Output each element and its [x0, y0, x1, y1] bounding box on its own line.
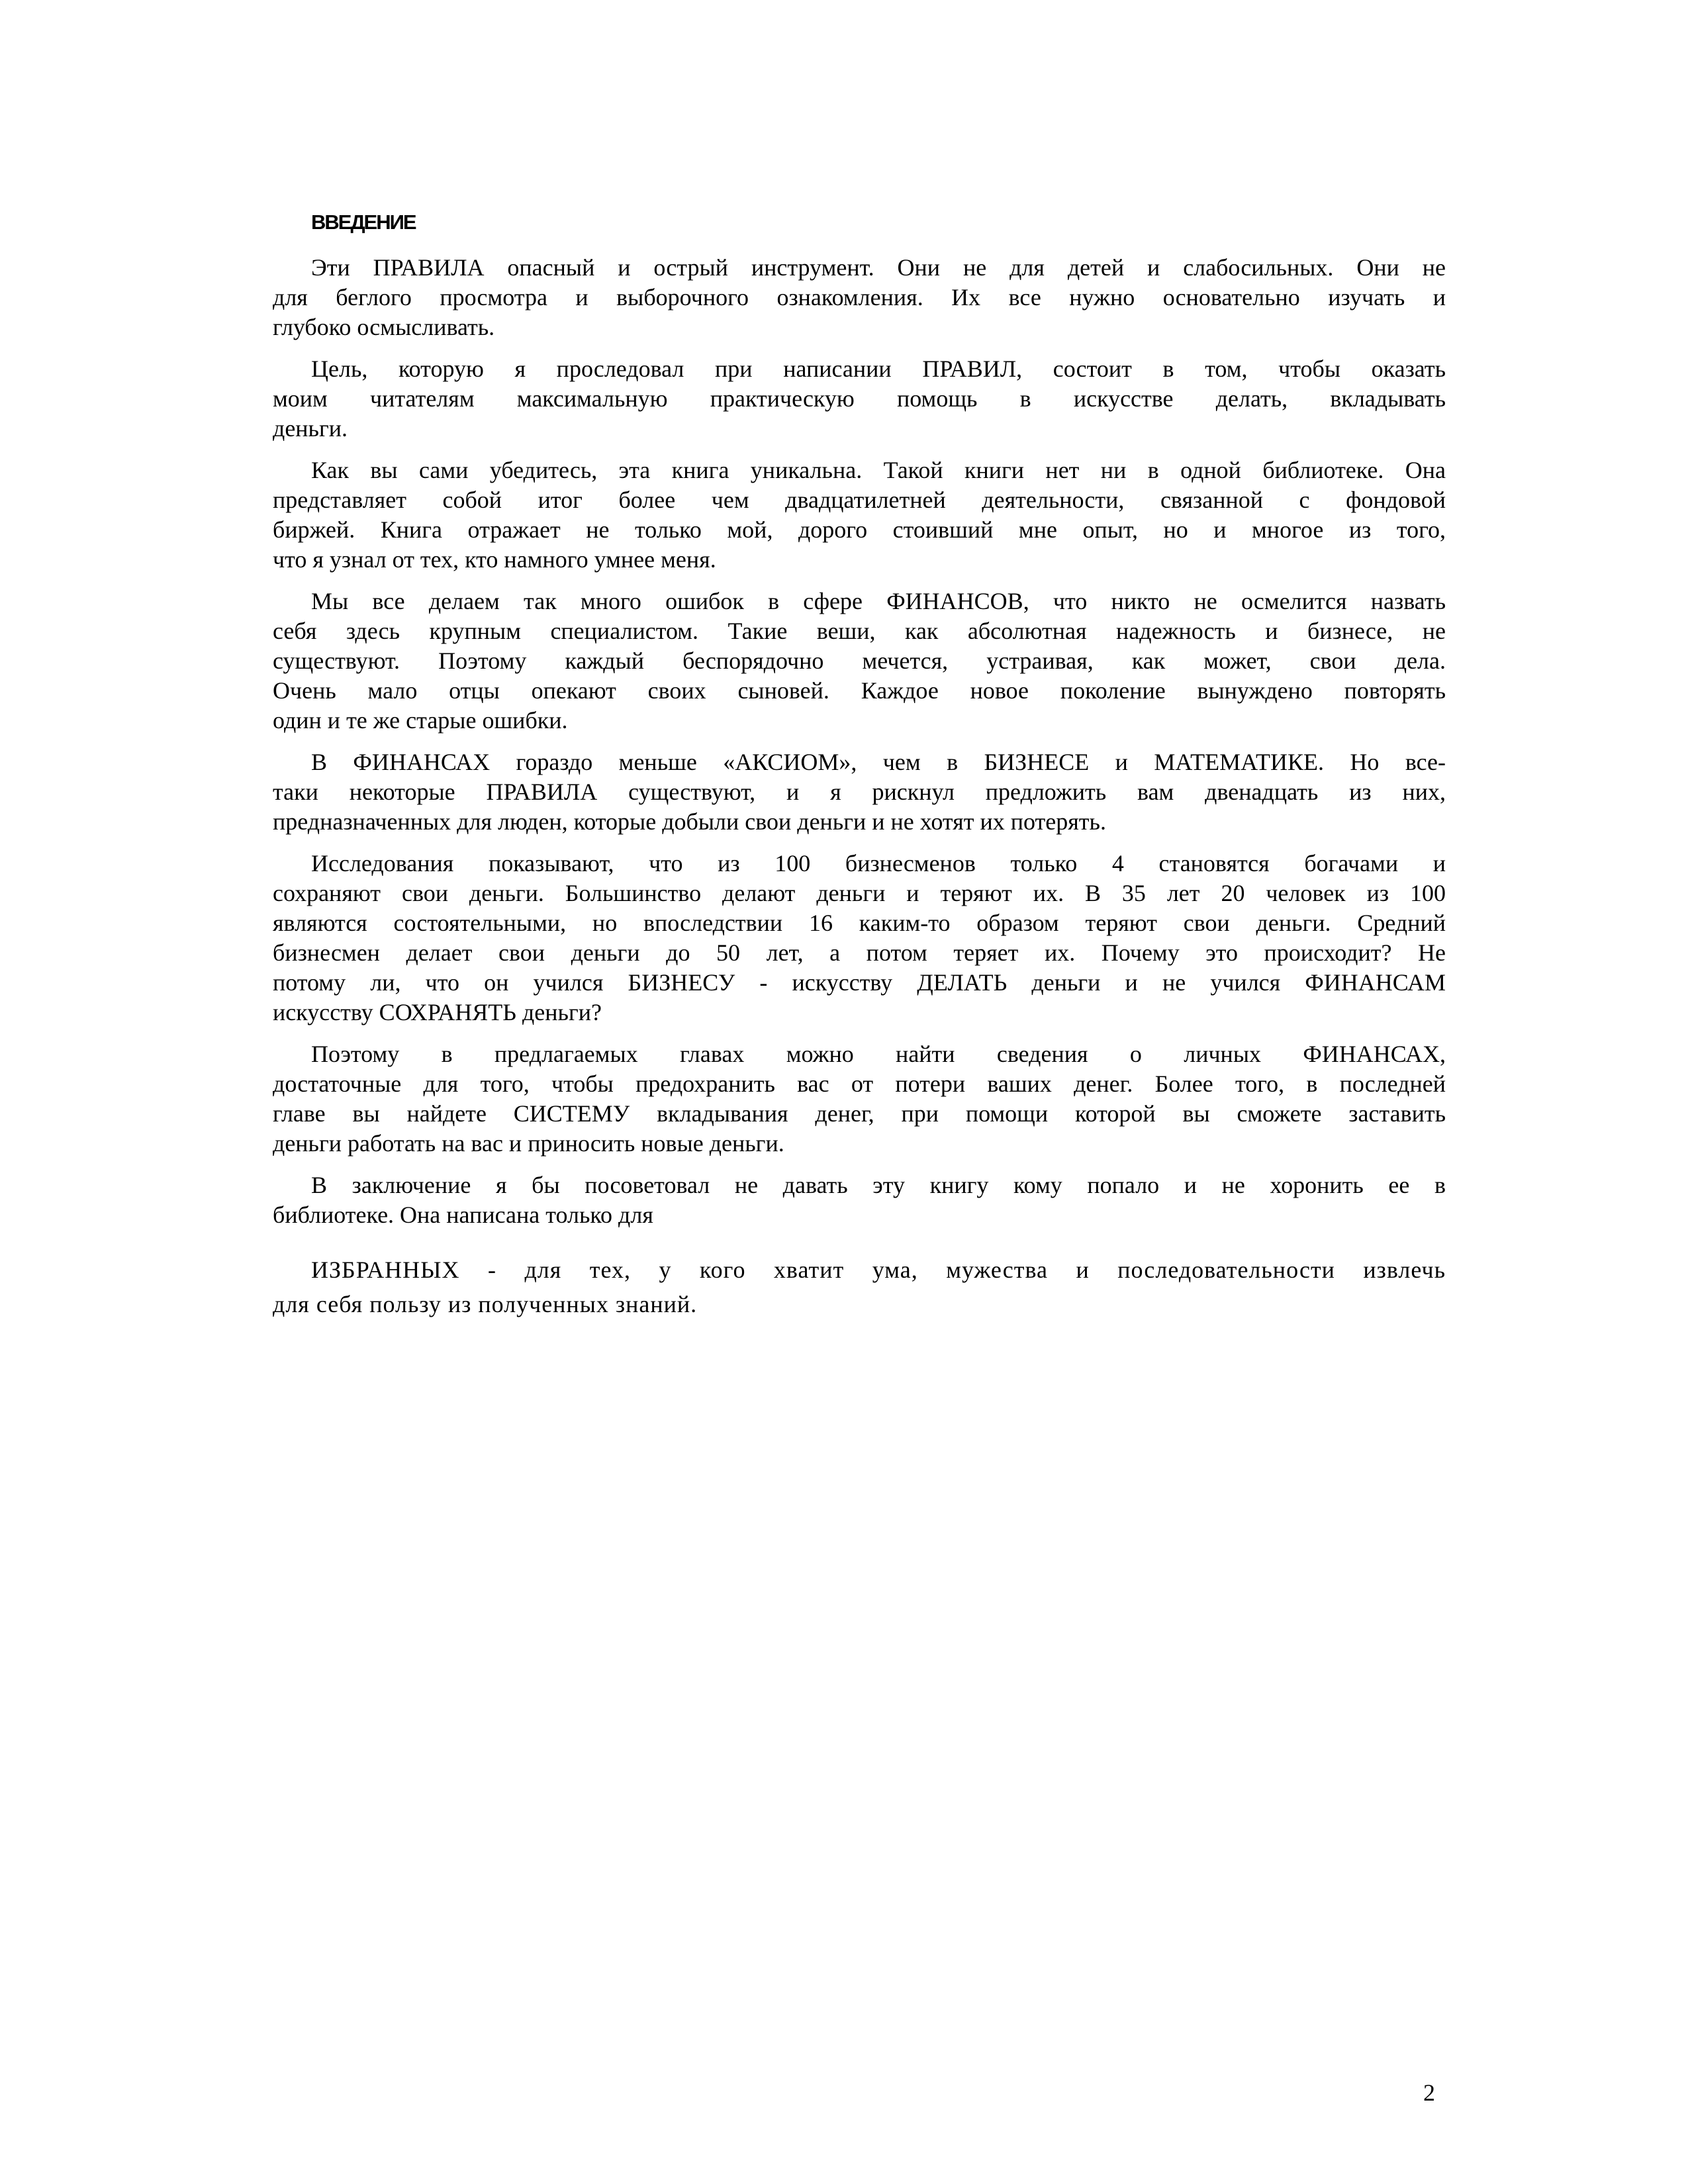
text-line: библиотеке. Она написана только для — [273, 1202, 653, 1228]
text-line: что я узнал от тех, кто намного умнее меня. — [273, 546, 716, 573]
text-line: искусству СОХРАНЯТЬ деньги? — [273, 999, 602, 1025]
text-line: один и те же старые ошибки. — [273, 707, 568, 734]
text-line: главе вы найдете СИСТЕМУ вкладывания денег, при помощи которой вы сможете заставить — [273, 1100, 1446, 1127]
text-line: Мы все делаем так много ошибок в сфере ФИНАНСОВ, что никто не осмелится назвать — [311, 588, 1446, 614]
text-line: существуют. Поэтому каждый беспорядочно мечется, устраивая, как может, свои дела. — [273, 647, 1446, 674]
paragraph — [273, 1039, 1446, 1159]
text-line: Эти ПРАВИЛА опасный и острый инструмент. Они не для детей и слабосильных. Они не — [311, 254, 1446, 281]
paragraph — [273, 849, 1446, 1027]
text-line: бизнесмен делает свои деньги до 50 лет, а потом теряет их. Почему это происходит? Не — [273, 939, 1446, 966]
paragraph — [273, 587, 1446, 736]
text-line: ИЗБРАННЫХ - для тех, у кого хватит ума, мужества и последовательности извлечь — [311, 1257, 1446, 1283]
text-line: достаточные для того, чтобы предохранить вас от потери ваших денег. Более того, в последней — [273, 1070, 1446, 1097]
text-line: моим читателям максимальную практическую помощь в искусстве делать, вкладывать — [273, 385, 1446, 412]
text-line: глубоко осмысливать. — [273, 314, 495, 340]
text-line: потому ли, что он учился БИЗНЕСУ - искусству ДЕЛАТЬ деньги и не учился ФИНАНСАМ — [273, 969, 1446, 996]
paragraph — [273, 1170, 1446, 1230]
text-line: являются состоятельными, но впоследствии 16 каким-то образом теряют свои деньги. Средний — [273, 910, 1446, 936]
body-text — [273, 253, 1446, 1230]
text-line: деньги. — [273, 415, 348, 442]
paragraph — [273, 354, 1446, 444]
text-line: таки некоторые ПРАВИЛА существуют, и я рискнул предложить вам двенадцать из них, — [273, 779, 1446, 805]
text-line: Очень мало отцы опекают своих сыновей. Каждое новое поколение вынуждено повторять — [273, 677, 1446, 704]
text-line: предназначенных для люден, которые добыли свои деньги и не хотят их потерять. — [273, 808, 1106, 835]
text-line: Как вы сами убедитесь, эта книга уникальна. Такой книги нет ни в одной библиотеке. Она — [311, 457, 1446, 483]
text-line: для беглого просмотра и выборочного ознакомления. Их все нужно основательно изучать и — [273, 284, 1446, 310]
text-line: биржей. Книга отражает не только мой, дорого стоивший мне опыт, но и многое из того, — [273, 516, 1446, 543]
text-line: Исследования показывают, что из 100 бизнесменов только 4 становятся богачами и — [311, 850, 1446, 877]
text-line: сохраняют свои деньги. Большинство делают деньги и теряют их. В 35 лет 20 человек из 100 — [273, 880, 1446, 906]
paragraph — [273, 253, 1446, 342]
paragraph — [273, 455, 1446, 575]
text-line: Цель, которую я проследовал при написании ПРАВИЛ, состоит в том, чтобы оказать — [311, 356, 1446, 382]
text-line: себя здесь крупным специалистом. Такие веши, как абсолютная надежность и бизнесе, не — [273, 618, 1446, 644]
text-line: В заключение я бы посоветовал не давать эту книгу кому попало и не хоронить ее в — [311, 1172, 1446, 1198]
final-paragraph — [273, 1253, 1446, 1321]
page-title: ВВЕДЕНИЕ — [311, 211, 416, 234]
text-line: для себя пользу из полученных знаний. — [273, 1291, 698, 1317]
paragraph — [273, 747, 1446, 837]
document-page — [273, 211, 1446, 1333]
text-line: Поэтому в предлагаемых главах можно найти сведения о личных ФИНАНСАХ, — [311, 1041, 1446, 1067]
text-line: В ФИНАНСАХ гораздо меньше «АКСИОМ», чем в БИЗНЕСЕ и МАТЕМАТИКЕ. Но все- — [311, 749, 1446, 775]
text-line: представляет собой итог более чем двадцатилетней деятельности, связанной с фондовой — [273, 487, 1446, 513]
text-line: деньги работать на вас и приносить новые деньги. — [273, 1130, 784, 1157]
page-number: 2 — [1423, 2079, 1435, 2106]
